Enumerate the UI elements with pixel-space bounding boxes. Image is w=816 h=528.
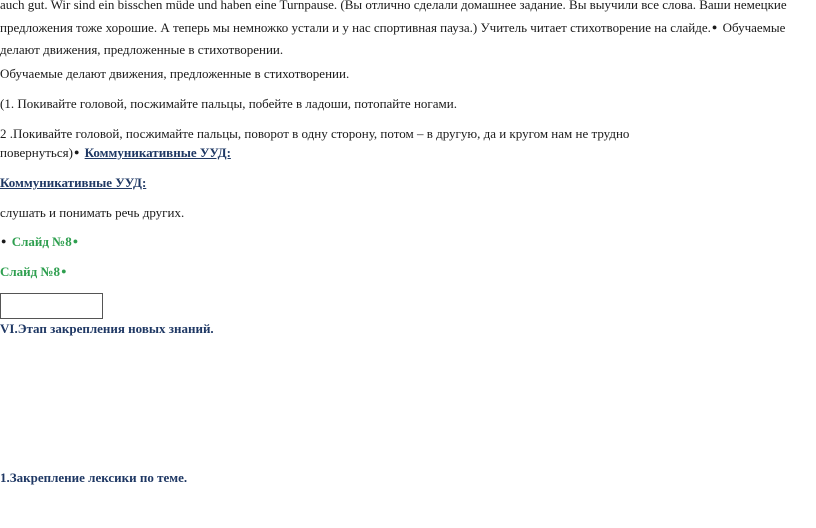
slide-bullet-line xyxy=(0,234,80,250)
exercise-item-2-line-1: 2 .Покивайте головой, посжимайте пальцы, поворот в одну сторону, потом – в другую, да и кругом нам не трудно xyxy=(0,126,630,141)
exercise-item-1: (1. Покивайте головой, посжимайте пальцы, побейте в ладоши, потопайте ногами. xyxy=(0,96,457,111)
consolidation-heading: 1.Закрепление лексики по теме. xyxy=(0,470,188,485)
bullet-icon: ● xyxy=(72,236,79,246)
bullet-icon: ● xyxy=(1,236,7,246)
movements-paragraph: Обучаемые делают движения, предложенные в стихотворении. xyxy=(0,66,350,81)
bullet-icon: ● xyxy=(711,22,718,32)
empty-text-box xyxy=(0,293,103,319)
stage-heading: VI.Этап закрепления новых знаний. xyxy=(0,321,214,336)
communicative-uud-link[interactable]: Коммуникативные УУД: xyxy=(84,145,231,160)
slide-label: Слайд №8 xyxy=(0,264,61,279)
intro-text: auch gut. Wir sind ein bisschen müde und haben eine Turnpause. (Вы отлично сделали домашнее задание. Вы выучили все слова. Ваши немецкие предложения тоже хорошие. А теперь мы немножко устали и у нас спортивная пауза.) Учитель читает стихотворение на слайде. xyxy=(0,0,787,35)
exercise-item-2-line-2 xyxy=(0,145,231,161)
slide-label: Слайд №8 xyxy=(11,234,72,249)
bullet-icon: ● xyxy=(61,266,67,276)
exercise-item-2-tail: повернуться) xyxy=(0,145,73,160)
slide-line xyxy=(0,264,69,280)
intro-paragraph xyxy=(0,0,816,61)
bullet-icon: ● xyxy=(73,147,80,157)
communicative-uud-heading[interactable]: Коммуникативные УУД: xyxy=(0,175,147,190)
listen-text: слушать и понимать речь других. xyxy=(0,205,185,220)
intro-tail: Обучаемые делают движения, предложенные в стихотворении. xyxy=(0,20,786,57)
